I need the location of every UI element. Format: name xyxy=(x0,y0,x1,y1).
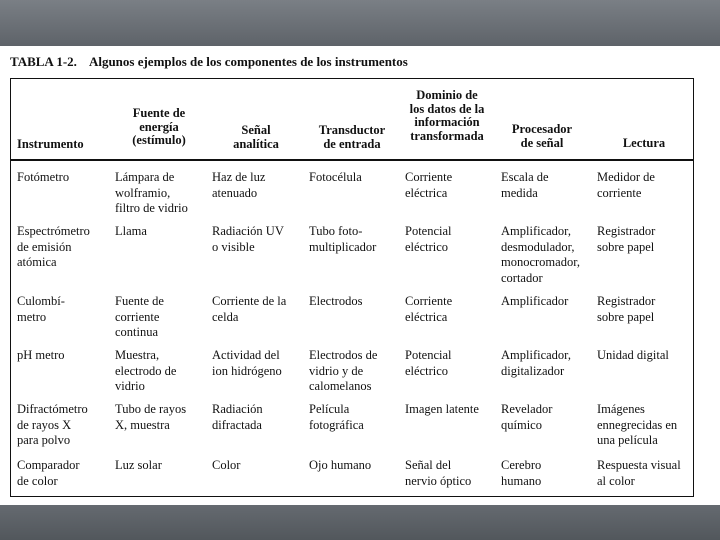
table-header xyxy=(11,79,693,159)
cell-r6-procesador: Cerebro humano xyxy=(501,458,542,488)
cell-r4-dominio: Potencial eléctrico xyxy=(405,348,452,378)
cell-r3-procesador: Amplificador xyxy=(501,294,569,308)
header-rule xyxy=(11,159,693,161)
cell-r6-dominio: Señal del nervio óptico xyxy=(405,458,472,488)
cell-r2-fuente: Llama xyxy=(115,224,147,238)
bottom-bar xyxy=(0,505,720,540)
header-procesador: Procesador de señal xyxy=(511,122,573,150)
cell-r6-transductor: Ojo humano xyxy=(309,458,372,472)
header-fuente: Fuente de energía (estímulo) xyxy=(132,106,186,147)
cell-r2-senal: Radiación UV o visible xyxy=(212,224,284,254)
cell-r4-procesador: Amplificador, digitalizador xyxy=(501,348,571,378)
table-caption xyxy=(10,54,408,70)
cell-r2-procesador: Amplificador, desmodulador, monocromador, cortador xyxy=(501,224,580,285)
header-lectura: Lectura xyxy=(622,136,666,150)
cell-r6-lectura: Respuesta visual al color xyxy=(597,458,681,488)
cell-r1-fuente: Lámpara de wolframio, filtro de vidrio xyxy=(115,170,188,215)
cell-r5-procesador: Revelador químico xyxy=(501,402,553,432)
header-dominio: Dominio de los datos de la información transformada xyxy=(409,88,485,143)
cell-r4-senal: Actividad del ion hidrógeno xyxy=(212,348,282,378)
header-transductor: Transductor de entrada xyxy=(318,123,386,151)
cell-r6-instrumento: Comparador de color xyxy=(17,458,80,488)
cell-r5-instrumento: Difractómetro de rayos X para polvo xyxy=(17,402,88,447)
cell-r5-senal: Radiación difractada xyxy=(212,402,263,432)
cell-r2-instrumento: Espectrómetro de emisión atómica xyxy=(17,224,90,269)
cell-r1-procesador: Escala de medida xyxy=(501,170,549,200)
cell-r1-senal: Haz de luz atenuado xyxy=(212,170,266,200)
cell-r1-dominio: Corriente eléctrica xyxy=(405,170,453,200)
cell-r5-lectura: Imágenes ennegrecidas en una película xyxy=(597,402,678,447)
cell-r4-fuente: Muestra, electrodo de vidrio xyxy=(115,348,177,393)
cell-r5-fuente: Tubo de rayos X, muestra xyxy=(115,402,187,432)
cell-r4-instrumento: pH metro xyxy=(17,348,65,362)
cell-r6-senal: Color xyxy=(212,458,241,472)
cell-r3-dominio: Corriente eléctrica xyxy=(405,294,453,324)
table-caption-title: Algunos ejemplos de los componentes de los instrumentos xyxy=(88,54,408,69)
cell-r1-transductor: Fotocélula xyxy=(309,170,362,184)
cell-r3-lectura: Registrador sobre papel xyxy=(597,294,656,324)
header-instrumento: Instrumento xyxy=(17,137,84,151)
cell-r6-fuente: Luz solar xyxy=(115,458,162,472)
cell-r2-dominio: Potencial eléctrico xyxy=(405,224,452,254)
header-senal: Señal analítica xyxy=(233,123,279,151)
top-bar xyxy=(0,0,720,46)
cell-r3-instrumento: Culombí- metro xyxy=(17,294,65,324)
components-table xyxy=(10,78,694,497)
table-caption-label: TABLA 1-2. xyxy=(10,54,77,69)
cell-r1-instrumento: Fotómetro xyxy=(17,170,70,184)
cell-r2-transductor: Tubo foto- multiplicador xyxy=(309,224,377,254)
cell-r3-fuente: Fuente de corriente continua xyxy=(115,294,164,339)
cell-r4-transductor: Electrodos de vidrio y de calomelanos xyxy=(309,348,378,393)
cell-r3-transductor: Electrodos xyxy=(309,294,363,308)
cell-r4-lectura: Unidad digital xyxy=(597,348,669,362)
cell-r1-lectura: Medidor de corriente xyxy=(597,170,655,200)
cell-r5-dominio: Imagen latente xyxy=(405,402,479,416)
cell-r3-senal: Corriente de la celda xyxy=(212,294,287,324)
cell-r5-transductor: Película fotográfica xyxy=(309,402,364,432)
cell-r2-lectura: Registrador sobre papel xyxy=(597,224,656,254)
